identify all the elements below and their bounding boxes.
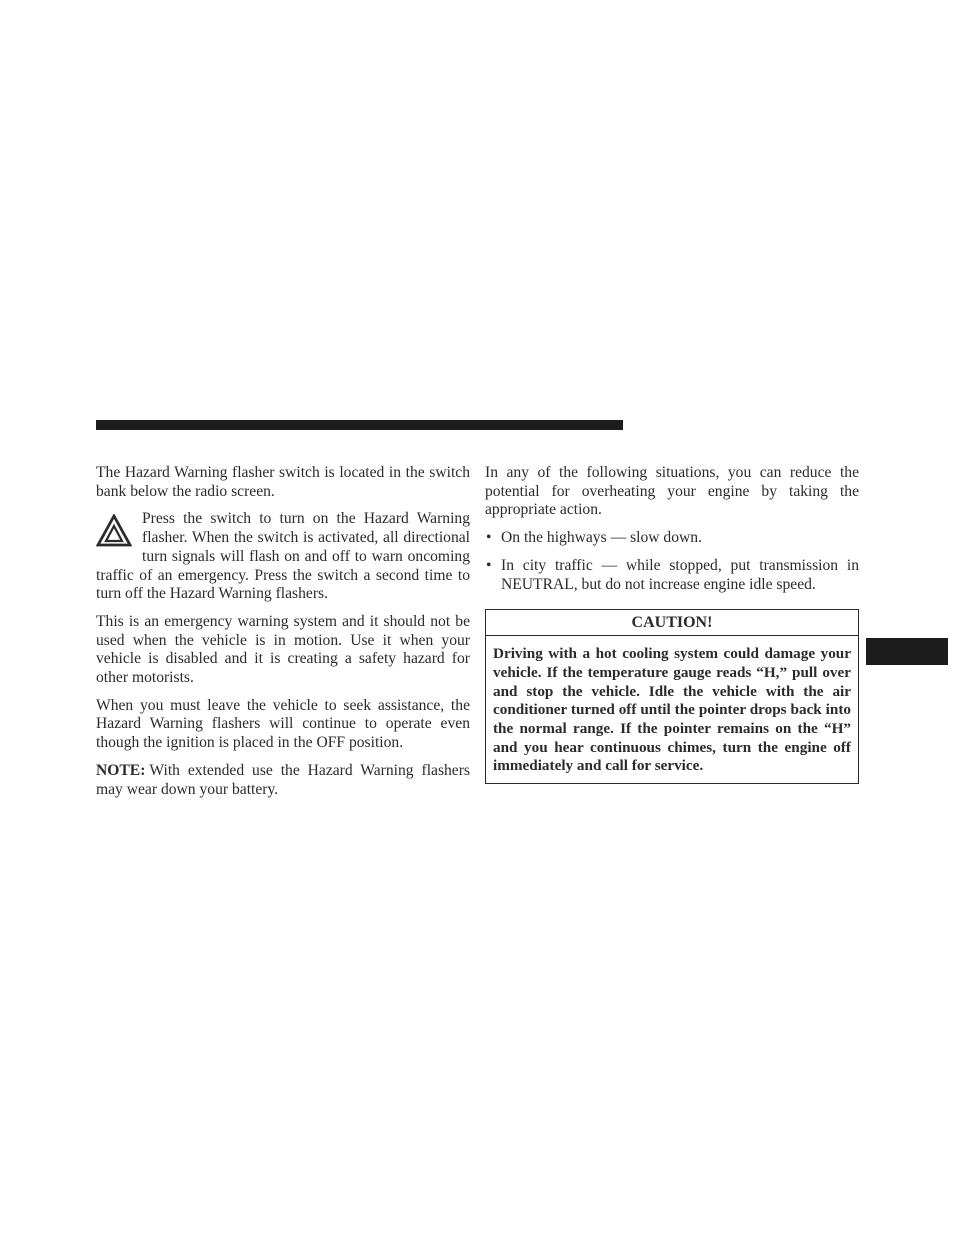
hazard-switch-location-paragraph: The Hazard Warning flasher switch is located in the switch bank below the radio screen. — [96, 464, 470, 500]
caution-text: Driving with a hot cooling system could damage your vehicle. If the temperature gauge reads “H,” pull over and stop the vehicle. Idle the vehicle with the air conditioner turned off until the pointer drops back into the normal range. If the pointer remains on the “H” and you hear continuous chimes, turn the engine off immediately and call for service. — [493, 645, 851, 775]
hazard-switch-usage-paragraph — [96, 510, 470, 604]
list-item — [485, 557, 859, 594]
bullet-icon: • — [486, 529, 492, 547]
bullet-icon: • — [486, 556, 492, 574]
chapter-side-tab — [866, 638, 948, 665]
caution-title: CAUTION! — [486, 610, 858, 636]
note-text: With extended use the Hazard Warning flashers may wear down your battery. — [96, 761, 470, 798]
hazard-warning-triangle-icon — [96, 514, 132, 548]
overheating-intro-paragraph: In any of the following situations, you can reduce the potential for overheating your engine by taking the appropriate action. — [485, 464, 859, 519]
left-column — [96, 464, 470, 808]
hazard-switch-usage-text: Press the switch to turn on the Hazard Warning flasher. When the switch is activated, all directional turn signals will flash on and off to warn oncoming traffic of an emergency. Press the switch a second time to turn off the Hazard Warning flashers. — [96, 510, 470, 603]
caution-box — [485, 609, 859, 784]
list-item — [485, 529, 859, 548]
list-item-text: In city traffic — while stopped, put transmission in NEUTRAL, but do not increase engine idle speed. — [501, 556, 859, 593]
emergency-system-paragraph: This is an emergency warning system and it should not be used when the vehicle is in motion. Use it when your vehicle is disabled and it is creating a safety hazard for other motorists. — [96, 612, 470, 687]
leave-vehicle-paragraph: When you must leave the vehicle to seek assistance, the Hazard Warning flashers will continue to operate even though the ignition is placed in the OFF position. — [96, 696, 470, 752]
list-item-text: On the highways — slow down. — [501, 529, 702, 547]
right-column — [485, 464, 859, 784]
note-label: NOTE: — [96, 761, 146, 779]
section-header-rule — [96, 420, 623, 430]
battery-note — [96, 762, 470, 799]
overheating-actions-list — [485, 529, 859, 594]
